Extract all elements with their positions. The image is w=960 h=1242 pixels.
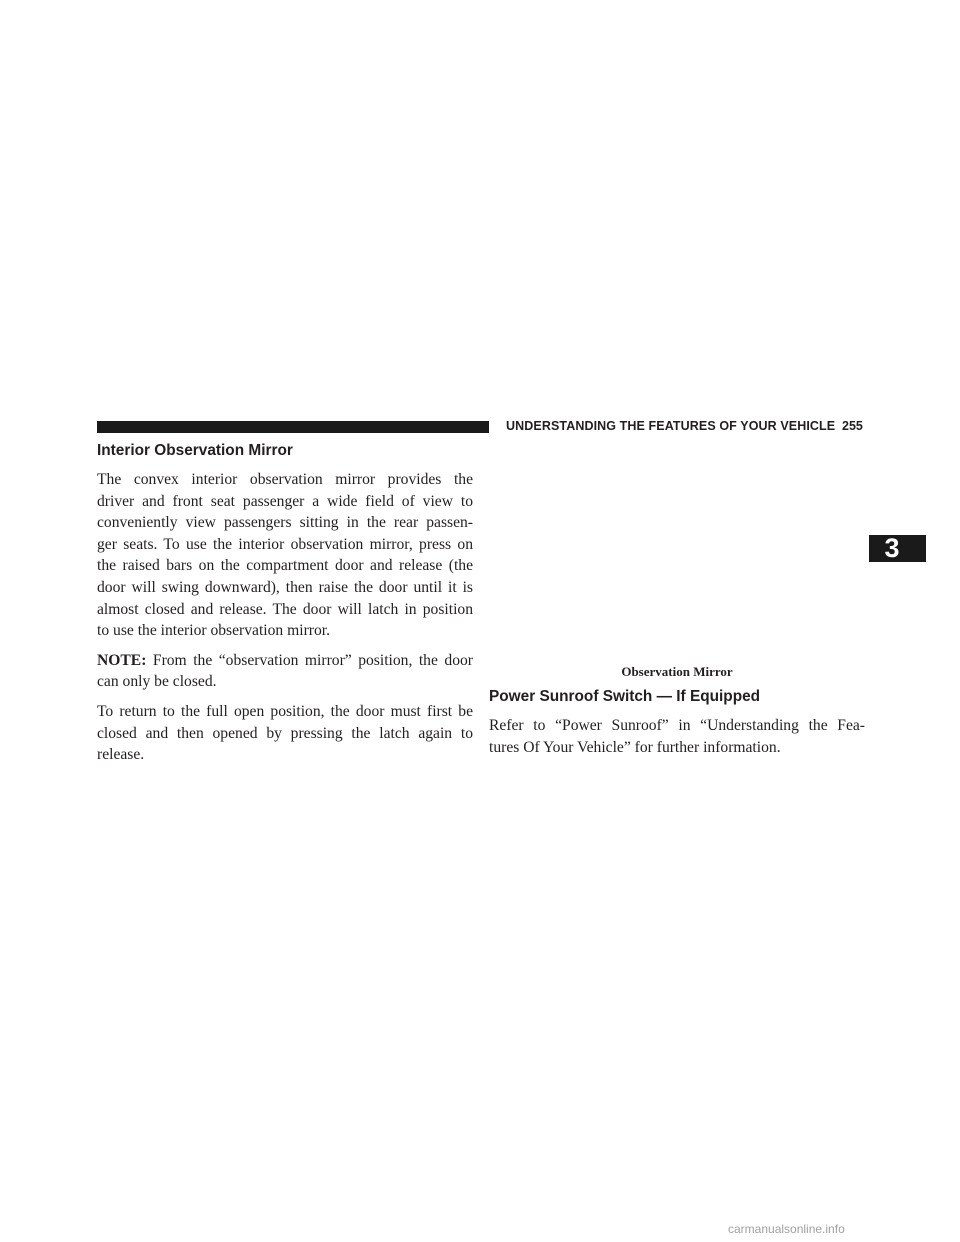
note-text: From the “observation mirror” position, the door: [146, 651, 473, 669]
text-line: door will swing downward), then raise the door until it is: [97, 578, 473, 596]
figure-caption: Observation Mirror: [621, 664, 733, 679]
text-line: The convex interior observation mirror provides the: [97, 471, 473, 488]
note-line: [97, 650, 473, 672]
text-line: to use the interior observation mirror.: [97, 622, 330, 640]
header-rule: [97, 421, 489, 433]
note-label: NOTE:: [97, 651, 147, 669]
paragraph-return-open: [97, 701, 473, 766]
section-heading-power-sunroof: Power Sunroof Switch — If Equipped: [489, 688, 761, 705]
text-line: almost closed and release. The door will latch in position: [97, 600, 473, 618]
text-line: tures Of Your Vehicle” for further information.: [489, 738, 781, 756]
text-line: can only be closed.: [97, 673, 217, 691]
text-line: release.: [97, 746, 145, 764]
text-line: Refer to “Power Sunroof” in “Understanding the Fea-: [489, 717, 865, 734]
left-column: [97, 441, 473, 774]
right-column: [489, 663, 865, 766]
section-heading-observation-mirror: Interior Observation Mirror: [97, 442, 293, 459]
text-line: closed and then opened by pressing the latch again to: [97, 724, 473, 742]
site-watermark: carmanualsonline.info: [728, 1222, 845, 1236]
text-line: conveniently view passengers sitting in the rear passen-: [97, 514, 473, 532]
paragraph-mirror-usage: [97, 469, 473, 642]
paragraph-sunroof-reference: [489, 715, 865, 758]
chapter-number: 3: [884, 533, 900, 563]
page-number: 255: [842, 419, 863, 433]
text-line: To return to the full open position, the door must first be: [97, 702, 473, 720]
note-paragraph: [97, 650, 473, 693]
text-line: the raised bars on the compartment door and release (the: [97, 557, 473, 575]
running-header-title: UNDERSTANDING THE FEATURES OF YOUR VEHICLE: [506, 419, 836, 433]
text-line: ger seats. To use the interior observation mirror, press on: [97, 535, 473, 553]
text-line: driver and front seat passenger a wide field of view to: [97, 492, 473, 510]
